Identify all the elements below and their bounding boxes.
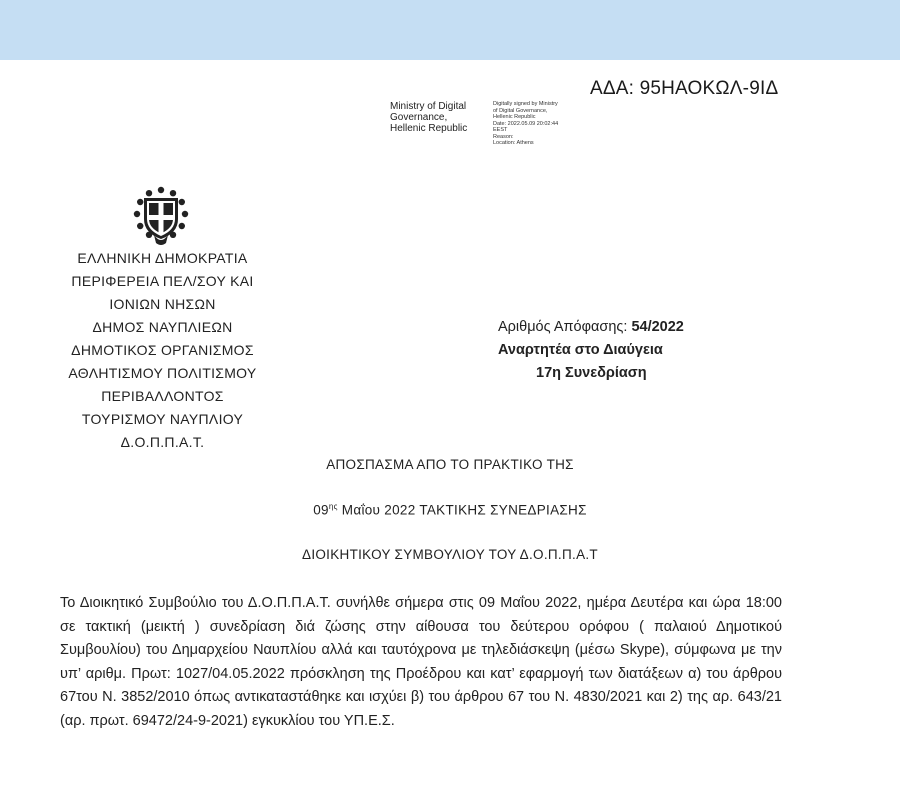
signature-line: of Digital Governance, bbox=[493, 107, 548, 114]
date-day: 09 bbox=[313, 502, 329, 518]
issuer-line: ΕΛΛΗΝΙΚΗ ΔΗΜΟΚΡΑΤΙΑ bbox=[77, 250, 248, 266]
date-rest: Μαΐου 2022 ΤΑΚΤΙΚΗΣ ΣΥΝΕΔΡΙΑΣΗΣ bbox=[337, 502, 587, 518]
issuer-line: Δ.Ο.Π.Π.Α.Τ. bbox=[120, 434, 205, 450]
signature-details bbox=[493, 101, 558, 147]
issuer-line: ΑΘΛΗΤΙΣΜΟΥ ΠΟΛΙΤΙΣΜΟΥ bbox=[68, 365, 257, 381]
decision-number-label: Αριθμός Απόφασης: bbox=[498, 319, 632, 335]
decision-number bbox=[498, 316, 684, 339]
signer-line: Hellenic Republic bbox=[390, 123, 468, 134]
signature-line: Date: 2022.05.09 20:02:44 bbox=[493, 120, 559, 127]
issuer-line: ΔΗΜΟΣ ΝΑΥΠΛΙΕΩΝ bbox=[92, 319, 233, 335]
date-suffix: ης bbox=[328, 502, 338, 511]
meeting-date-heading bbox=[0, 502, 900, 518]
signature-line: EEST bbox=[493, 127, 508, 133]
signature-line: Location: Athens bbox=[493, 140, 534, 146]
issuer-line: ΙΟΝΙΩΝ ΝΗΣΩΝ bbox=[109, 296, 216, 312]
body-paragraph: Το Διοικητικό Συμβούλιο του Δ.Ο.Π.Π.Α.Τ. συνήλθε σήμερα στις 09 Μαΐου 2022, ημέρα Δευτέρα και ώρα 18:00 σε τακτική (μεικτή ) συνεδρίαση διά ζώσης στην αίθουσα του δεύτερου ορόφου ( παλαιού Δημοτικού Συμβουλίου) του Δημαρχείου Ναυπλίου αλλά και ταυτόχρονα με τηλεδιάσκεψη (μέσω Skype), σύμφωνα με την υπ’ αριθμ. Πρωτ: 1027/04.05.2022 πρόσκληση της Προέδρου και κατ’ εφαρμογή των διατάξεων α) του άρθρου 67του Ν. 3852/2010 όπως αντικαταστάθηκε και ισχύει β) του άρθρου 67 του Ν. 4830/2021 και 2) της αρ. 643/21 (αρ. πρωτ. 69472/24-9-2021) εγκυκλίου του ΥΠ.Ε.Σ. bbox=[60, 595, 782, 729]
posting-note: Αναρτητέα στο Διαύγεια bbox=[498, 342, 663, 358]
signature-line: Digitally signed by Ministry bbox=[493, 101, 558, 107]
issuer-line: ΤΟΥΡΙΣΜΟΥ ΝΑΥΠΛΙΟΥ bbox=[81, 411, 244, 427]
top-banner bbox=[0, 0, 900, 60]
decision-number-value: 54/2022 bbox=[631, 319, 684, 335]
greek-coat-of-arms-icon bbox=[130, 185, 192, 247]
digital-signer bbox=[390, 101, 467, 134]
decision-info bbox=[498, 316, 684, 385]
signer-line: Governance, bbox=[390, 112, 448, 123]
signature-line: Hellenic Republic bbox=[493, 114, 536, 120]
signature-line: Reason: bbox=[493, 133, 514, 140]
extract-heading: ΑΠΟΣΠΑΣΜΑ ΑΠΟ ΤΟ ΠΡΑΚΤΙΚΟ ΤΗΣ bbox=[326, 457, 574, 472]
issuer-line: ΠΕΡΙΦΕΡΕΙΑ ΠΕΛ/ΣΟΥ ΚΑΙ bbox=[71, 273, 254, 289]
board-heading: ΔΙΟΙΚΗΤΙΚΟΥ ΣΥΜΒΟΥΛΙΟΥ ΤΟΥ Δ.Ο.Π.Π.Α.Τ bbox=[302, 547, 598, 562]
issuer-line: ΠΕΡΙΒΑΛΛΟΝΤΟΣ bbox=[101, 388, 224, 404]
session-number: 17η Συνεδρίαση bbox=[536, 365, 647, 381]
ada-code: ΑΔΑ: 95ΗΑΟΚΩΛ-9ΙΔ bbox=[590, 78, 779, 99]
issuer-block bbox=[40, 247, 285, 454]
issuer-line: ΔΗΜΟΤΙΚΟΣ ΟΡΓΑΝΙΣΜΟΣ bbox=[71, 342, 254, 358]
signer-line: Ministry of Digital bbox=[390, 101, 467, 112]
